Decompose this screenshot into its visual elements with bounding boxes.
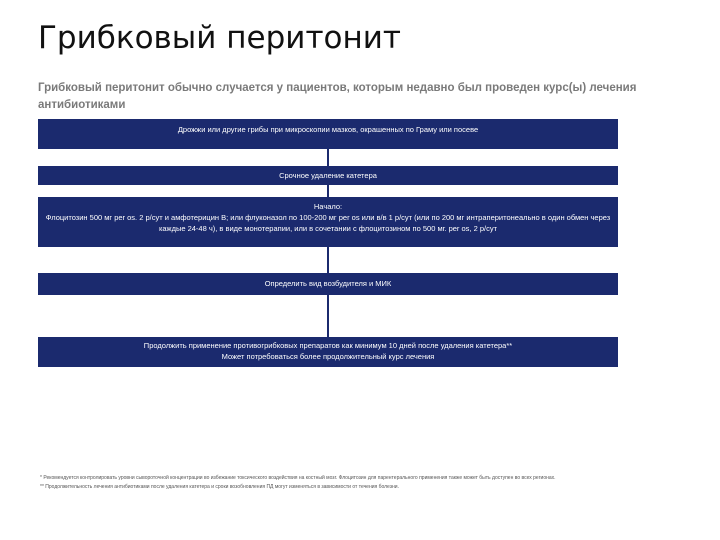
- page-subtitle: Грибковый перитонит обычно случается у пациентов, которым недавно был проведен курс(ы) лечения антибиотиками: [38, 82, 637, 111]
- footnote-1: * Рекомендуется контролировать уровни сывороточной концентрации во избежание токсического воздействия на костный мозг. Флоцитозин для парентерального применения также может быть доступен во всех регионах.: [40, 475, 556, 481]
- flow-step-microscopy: [38, 119, 618, 149]
- flow-step-continue-therapy-note: Может потребоваться более продолжительный курс лечения: [221, 352, 435, 361]
- footnotes: [40, 474, 640, 492]
- flow-step-identify-pathogen-text: Определить вид возбудителя и МИК: [264, 279, 392, 288]
- footnote-2: ** Продолжительность лечения антибиотиками после удаления катетера и сроки возобновления ПД могут изменяться в зависимости от течения болезни.: [40, 484, 399, 490]
- flow-step-continue-therapy-text: Продолжить применение противогрибковых препаратов как минимум 10 дней после удаления катетера**: [143, 341, 513, 350]
- flow-connector: [327, 185, 329, 197]
- flow-step-initial-therapy-heading: Начало:: [313, 202, 343, 211]
- flow-step-continue-therapy: [38, 337, 618, 367]
- flow-connector: [327, 247, 329, 273]
- flow-step-initial-therapy-text: Флоцитозин 500 мг per os. 2 р/сут и амфотерицин В; или флуконазол по 100-200 мг per os или в/в 1 р/сут (или по 200 мг интраперитонеально в один обмен через каждые 24-48 ч), в виде монотерапии, или в сочетании с флоцитозином по 500 мг. per os, 2 р/сут: [45, 213, 611, 233]
- flow-step-catheter-removal: [38, 166, 618, 185]
- page-title: Грибковый перитонит: [38, 20, 401, 56]
- flow-connector: [327, 149, 329, 166]
- flow-connector: [327, 295, 329, 337]
- flow-step-catheter-removal-text: Срочное удаление катетера: [279, 171, 377, 180]
- flow-step-initial-therapy: [38, 197, 618, 247]
- flow-step-identify-pathogen: [38, 273, 618, 295]
- flow-step-microscopy-text: Дрожжи или другие грибы при микроскопии мазков, окрашенных по Граму или посеве: [177, 125, 479, 134]
